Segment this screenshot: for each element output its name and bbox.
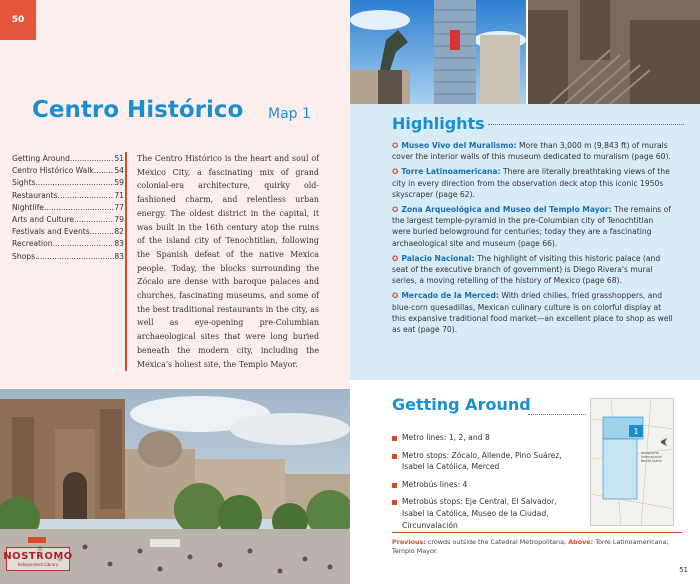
toc-leader-dots bbox=[70, 153, 114, 165]
watermark-sub-text: Independent Library bbox=[17, 562, 59, 567]
page-title: Centro Histórico bbox=[32, 97, 244, 123]
toc-item-page: 77 bbox=[114, 202, 124, 212]
toc-item-page: 82 bbox=[114, 227, 124, 237]
highlight-text: The remains of the largest temple-pyramid in the pre-Columbian city of Tenochtitlan were buried belowground for centuries; today they are a fascinating archaeological site and museum (page 66). bbox=[392, 205, 671, 248]
highlights-list bbox=[392, 140, 674, 339]
highlight-text: More than 3,000 m (9,843 ft) of murals cover the interior walls of this museum dedicated to muralism (page 60). bbox=[392, 141, 671, 162]
toc-item bbox=[12, 190, 124, 202]
toc-item bbox=[12, 238, 124, 250]
toc-leader-dots bbox=[94, 165, 114, 177]
highlights-box bbox=[350, 104, 700, 380]
getting-around-item: Metro stops: Zócalo, Allende, Pino Suárez, Isabel la Católica, Merced bbox=[392, 450, 562, 473]
watermark-logo-text: NOSTROMO bbox=[3, 551, 73, 562]
locator-map bbox=[590, 398, 674, 526]
photo-torre-templo bbox=[350, 0, 700, 104]
star-icon: ✪ bbox=[392, 253, 399, 263]
toc-item-label: Recreation bbox=[12, 239, 53, 249]
toc-item bbox=[12, 214, 124, 226]
photo-caption bbox=[392, 538, 682, 556]
highlight-item bbox=[392, 166, 674, 200]
toc-item-page: 51 bbox=[114, 154, 124, 163]
toc-item bbox=[12, 251, 124, 263]
star-icon: ✪ bbox=[392, 205, 399, 215]
toc-item-label: Restaurants bbox=[12, 190, 58, 200]
toc-item bbox=[12, 177, 124, 189]
toc-item-label: Getting Around bbox=[12, 154, 70, 163]
highlight-item bbox=[392, 253, 674, 287]
toc-leader-dots bbox=[58, 190, 115, 202]
toc-item-label: Nightlife bbox=[12, 202, 44, 212]
highlight-text: The highlight of visiting this historic palace (and seat of the executive branch of government) is Diego Rivera's mural series, a moving retelling of the history of Mexico (page 68). bbox=[392, 253, 661, 286]
toc-leader-dots bbox=[90, 226, 115, 238]
highlight-text: With dried chilies, fried grasshoppers, and blue-corn quesadillas, Mexican culinary culture is on colorful display at this expansive traditional food market—an excellent place to shop as well as eat (page 70). bbox=[392, 291, 673, 335]
toc-item-label: Arts and Culture bbox=[12, 215, 75, 225]
toc-item-page: 83 bbox=[114, 251, 124, 261]
getting-around-divider bbox=[528, 414, 586, 415]
highlight-name: Mercado de la Merced: bbox=[401, 291, 499, 301]
toc-leader-dots bbox=[35, 251, 114, 263]
toc-leader-dots bbox=[74, 214, 114, 226]
star-icon: ✪ bbox=[392, 141, 399, 150]
toc-item bbox=[12, 153, 124, 165]
getting-around-item: Metrobús stops: Eje Central, El Salvador, Isabel la Católica, Museo de la Ciudad, Circunvalación bbox=[392, 496, 562, 531]
toc-item-label: Shops bbox=[12, 251, 36, 261]
caption-above-text: Torre Latinoamericana; Templo Mayor. bbox=[392, 538, 669, 555]
toc-leader-dots bbox=[44, 202, 114, 214]
toc-item-label: Sights bbox=[12, 178, 36, 188]
toc-item bbox=[12, 202, 124, 214]
page-number-left: 50 bbox=[0, 0, 36, 40]
toc-leader-dots bbox=[36, 177, 115, 189]
caption-divider bbox=[392, 532, 682, 533]
toc-item-page: 71 bbox=[114, 190, 124, 200]
highlight-name: Palacio Nacional: bbox=[401, 253, 475, 263]
toc-item-page: 59 bbox=[114, 178, 124, 188]
photo-cathedral-crowds bbox=[0, 389, 350, 584]
toc-item-page: 83 bbox=[114, 239, 124, 249]
highlights-title: Highlights bbox=[392, 114, 485, 133]
intro-paragraph: The Centro Histórico is the heart and soul of Mexico City, a fascinating mix of grand colonial-era architecture, quirky old-fashioned charm, and relentless urban energy. The oldest district in the capital, it was built in the 16th century atop the ruins of the island city of Tenochtitlan, following the Spanish defeat of the native Mexica people. Today, the blocks surrounding the Zócalo are dense with baroque palaces and churches, fascinating museums, and some of the best traditional restaurants in the city, as well as eye-opening pre-Columbian archaeological sites that were long buried beneath the modern city, including the Mexica's holiest site, the Templo Mayor. bbox=[125, 152, 319, 371]
getting-around-title: Getting Around bbox=[392, 395, 531, 414]
star-icon: ✪ bbox=[392, 167, 399, 177]
caption-above-label: Above: bbox=[568, 538, 594, 546]
toc-leader-dots bbox=[53, 238, 115, 250]
caption-previous-label: Previous: bbox=[392, 538, 426, 546]
torre-templo-photo-illustration bbox=[350, 0, 700, 104]
table-of-contents bbox=[12, 153, 124, 263]
toc-item bbox=[12, 226, 124, 238]
highlight-name: Zona Arqueológica and Museo del Templo Mayor: bbox=[401, 205, 612, 215]
toc-item-label: Centro Histórico Walk bbox=[12, 166, 94, 176]
getting-around-item: Metrobús lines: 4 bbox=[392, 479, 562, 491]
map-airport-label: Aeropuerto Internacional Benito Juárez bbox=[641, 451, 663, 463]
highlight-item bbox=[392, 290, 674, 335]
page-number-right: 51 bbox=[679, 566, 688, 574]
highlights-divider bbox=[488, 124, 684, 125]
highlight-item bbox=[392, 140, 674, 162]
highlight-item bbox=[392, 204, 674, 249]
map-label: Map 1 bbox=[268, 106, 311, 122]
toc-item-page: 54 bbox=[114, 166, 124, 176]
caption-previous-text: crowds outside the Catedral Metropolitana; bbox=[425, 538, 569, 546]
right-page bbox=[350, 0, 700, 584]
star-icon: ✪ bbox=[392, 291, 399, 301]
highlight-name: Torre Latinoamericana: bbox=[401, 167, 501, 177]
toc-item-label: Festivals and Events bbox=[12, 227, 90, 237]
nostromo-watermark bbox=[3, 547, 73, 571]
highlight-name: Museo Vivo del Muralismo: bbox=[401, 141, 517, 150]
highlight-text: There are literally breathtaking views of the city in every direction from the observation deck atop this iconic 1950s skyscraper (page 62). bbox=[392, 167, 670, 199]
map-number: 1 bbox=[633, 427, 639, 436]
getting-around-list bbox=[392, 432, 562, 537]
getting-around-item: Metro lines: 1, 2, and 8 bbox=[392, 432, 562, 444]
toc-item bbox=[12, 165, 124, 177]
toc-item-page: 79 bbox=[114, 215, 124, 225]
